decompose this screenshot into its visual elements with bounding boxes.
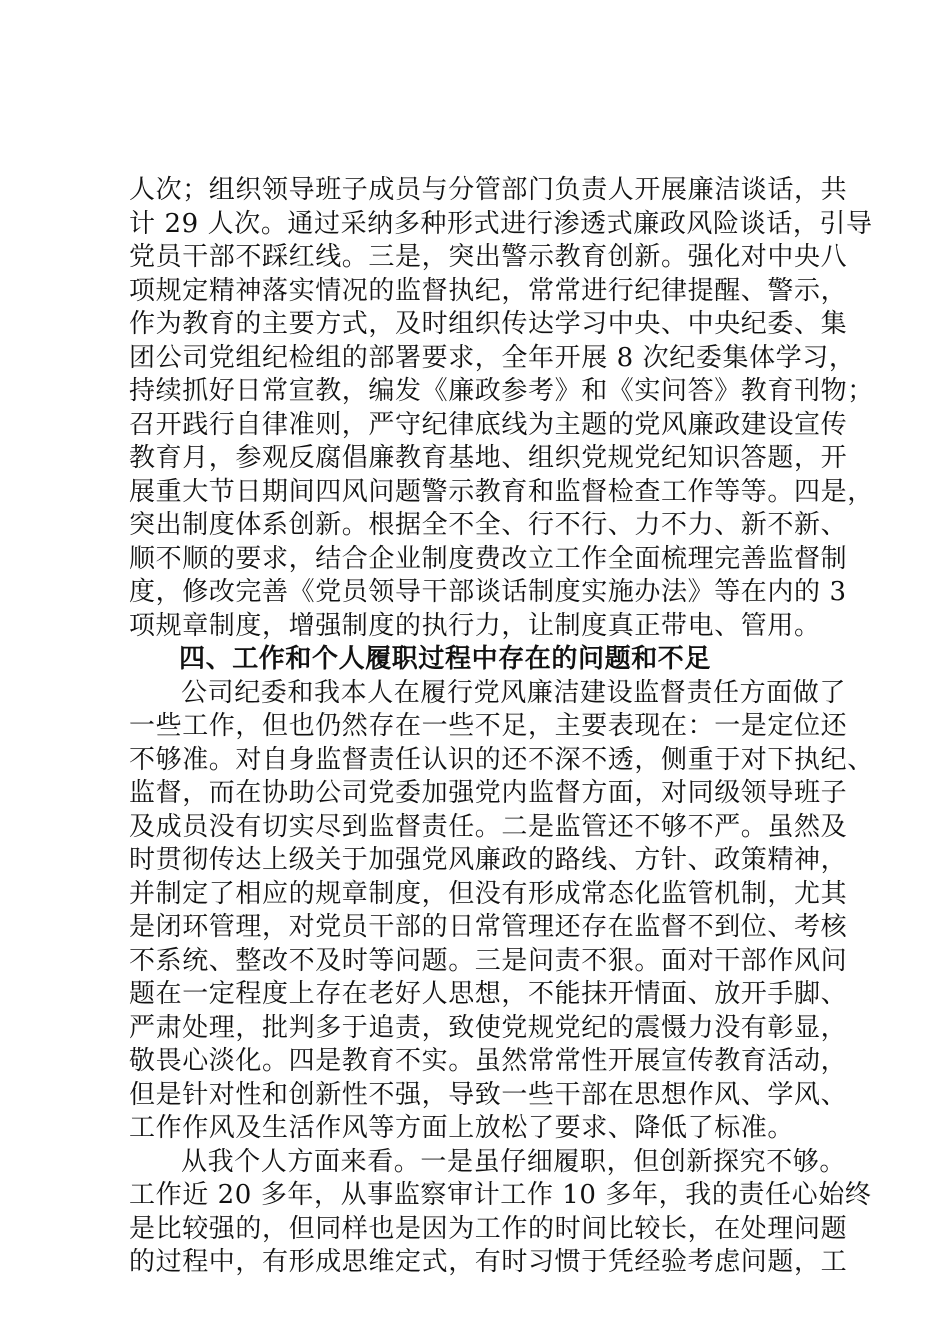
text-line: 敬畏心淡化。四是教育不实。虽然常常性开展宣传教育活动， bbox=[129, 1046, 848, 1076]
document-body bbox=[129, 174, 874, 1280]
text-line: 计 29 人次。通过采纳多种形式进行渗透式廉政风险谈话，引导 bbox=[129, 208, 873, 239]
text-line: 一些工作，但也仍然存在一些不足，主要表现在：一是定位还 bbox=[129, 711, 848, 741]
paragraph-first-line: 从我个人方面来看。一是虽仔细履职，但创新探究不够。 bbox=[181, 1146, 847, 1177]
text-line: 时贯彻传达上级关于加强党风廉政的路线、方针、政策精神， bbox=[129, 845, 848, 875]
text-line: 是比较强的，但同样也是因为工作的时间比较长，在处理问题 bbox=[129, 1213, 848, 1244]
text-line: 团公司党组纪检组的部署要求，全年开展 8 次纪委集体学习， bbox=[129, 342, 856, 373]
text-line: 题在一定程度上存在老好人思想，不能抹开情面、放开手脚、 bbox=[129, 979, 848, 1009]
paragraph-first-line: 公司纪委和我本人在履行党风廉洁建设监督责任方面做了 bbox=[181, 677, 847, 708]
text-line: 党员干部不踩红线。三是，突出警示教育创新。强化对中央八 bbox=[129, 242, 848, 272]
section-heading: 四、工作和个人履职过程中存在的问题和不足 bbox=[179, 644, 712, 674]
text-line: 不够准。对自身监督责任认识的还不深不透，侧重于对下执纪、 bbox=[129, 744, 874, 775]
text-line: 度，修改完善《党员领导干部谈话制度实施办法》等在内的 3 bbox=[129, 577, 847, 607]
text-line: 严肃处理，批判多于追责，致使党规党纪的震慑力没有彰显， bbox=[129, 1012, 848, 1043]
text-line: 监督，而在协助公司党委加强党内监督方面，对同级领导班子 bbox=[129, 778, 848, 808]
text-line: 的过程中，有形成思维定式，有时习惯于凭经验考虑问题，工 bbox=[129, 1247, 848, 1277]
text-line: 是闭环管理，对党员干部的日常管理还存在监督不到位、考核 bbox=[129, 912, 848, 942]
text-line: 突出制度体系创新。根据全不全、行不行、力不力、新不新、 bbox=[129, 510, 848, 540]
text-line: 教育月，参观反腐倡廉教育基地、组织党规党纪知识答题，开 bbox=[129, 443, 848, 473]
text-line: 作为教育的主要方式，及时组织传达学习中央、中央纪委、集 bbox=[129, 309, 848, 339]
text-line: 持续抓好日常宣教，编发《廉政参考》和《实问答》教育刊物； bbox=[129, 376, 874, 406]
text-line: 项规定精神落实情况的监督执纪，常常进行纪律提醒、警示， bbox=[129, 275, 848, 306]
text-line: 工作作风及生活作风等方面上放松了要求、降低了标准。 bbox=[129, 1113, 795, 1143]
text-line: 展重大节日期间四风问题警示教育和监督检查工作等等。四是， bbox=[129, 476, 874, 507]
text-line: 不系统、整改不及时等问题。三是问责不狠。面对干部作风问 bbox=[129, 945, 848, 976]
text-line: 工作近 20 多年，从事监察审计工作 10 多年，我的责任心始终 bbox=[129, 1180, 872, 1210]
text-line: 召开践行自律准则，严守纪律底线为主题的党风廉政建设宣传 bbox=[129, 409, 848, 440]
text-line: 并制定了相应的规章制度，但没有形成常态化监管机制，尤其 bbox=[129, 878, 848, 909]
text-line: 及成员没有切实尽到监督责任。二是监管还不够不严。虽然及 bbox=[129, 811, 848, 842]
text-line: 顺不顺的要求，结合企业制度费改立工作全面梳理完善监督制 bbox=[129, 543, 848, 574]
text-line: 人次；组织领导班子成员与分管部门负责人开展廉洁谈话，共 bbox=[129, 175, 848, 205]
text-line: 项规章制度，增强制度的执行力，让制度真正带电、管用。 bbox=[129, 610, 821, 641]
text-line: 但是针对性和创新性不强，导致一些干部在思想作风、学风、 bbox=[129, 1079, 848, 1110]
